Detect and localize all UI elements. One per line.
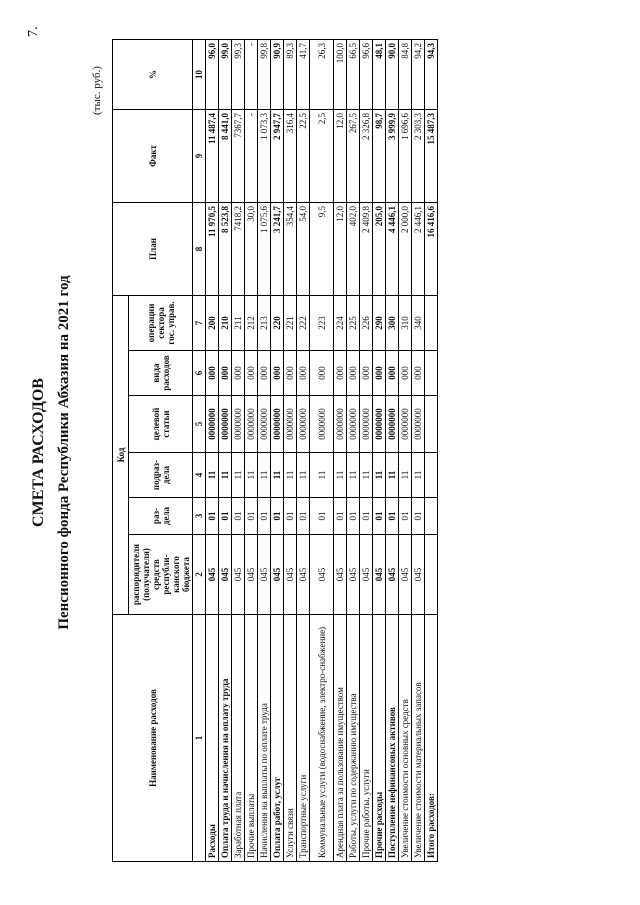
plan-value-cell: 2 000,0 [399,202,412,295]
plan-value-cell: 402,0 [347,202,360,295]
fact-value-cell: 98,7 [373,109,386,202]
column-number: 4 [193,453,206,498]
expense-type-code-cell: 000 [284,351,297,396]
column-number: 9 [193,109,206,202]
target-code-cell: 0000000 [219,396,232,453]
plan-value-cell: 11 970,5 [206,202,219,295]
column-number: 7 [193,295,206,350]
operation-code-cell: 300 [386,295,399,350]
operation-code-cell: 222 [297,295,310,350]
target-code-cell: 0000000 [347,396,360,453]
table-row [425,39,438,861]
table-row [206,39,219,861]
operation-code-cell: 290 [373,295,386,350]
percent-value-cell: 94,3 [425,39,438,109]
expense-type-code-cell: 000 [271,351,284,396]
operation-code-cell: 212 [245,295,258,350]
expense-name-cell: Коммунальные услуги (водоснабжение, электро-снабжение) [310,615,334,862]
section-code-cell: 01 [297,498,310,535]
expense-type-code-cell: 000 [310,351,334,396]
column-number: 1 [193,615,206,862]
distributor-code-cell: 045 [360,535,373,615]
estimate-table [112,39,438,862]
expense-type-code-cell: 000 [232,351,245,396]
target-code-cell: 0000000 [399,396,412,453]
plan-value-cell: 7418,2 [232,202,245,295]
distributor-code-cell: 045 [284,535,297,615]
section-code-cell: 01 [360,498,373,535]
column-number: 3 [193,498,206,535]
header-code: Код [113,295,129,614]
section-code-cell: 01 [271,498,284,535]
subsection-code-cell: 11 [271,453,284,498]
plan-value-cell: 54,0 [297,202,310,295]
percent-value-cell: 90,9 [271,39,284,109]
distributor-code-cell: 045 [310,535,334,615]
subsection-code-cell: 11 [245,453,258,498]
expense-type-code-cell: 000 [206,351,219,396]
plan-value-cell: 2 446,1 [412,202,425,295]
header-percent: % [113,39,193,109]
distributor-code-cell: 045 [232,535,245,615]
fact-value-cell: 267,5 [347,109,360,202]
section-code-cell: 01 [219,498,232,535]
fact-value-cell: 11 487,4 [206,109,219,202]
subsection-code-cell: 11 [412,453,425,498]
section-code-cell: 01 [399,498,412,535]
operation-code-cell: 220 [271,295,284,350]
plan-value-cell: 205,0 [373,202,386,295]
target-code-cell: 0000000 [334,396,347,453]
document-title: СМЕТА РАСХОДОВ [30,378,47,527]
expense-type-code-cell: 000 [412,351,425,396]
percent-value-cell: 99,0 [219,39,232,109]
subsection-code-cell: 11 [386,453,399,498]
section-code-cell: 01 [373,498,386,535]
table-row [373,39,386,861]
distributor-code-cell: 045 [373,535,386,615]
expense-name-cell: Транспортные услуги [297,615,310,862]
expense-name-cell: Поступление нефинансовых активов [386,615,399,862]
fact-value-cell: 15 487,3 [425,109,438,202]
target-code-cell: 0000000 [245,396,258,453]
header-operation: операции сектора гос. управ. [129,295,193,350]
percent-value-cell: 48,1 [373,39,386,109]
table-row [399,39,412,861]
plan-value-cell: 16 416,6 [425,202,438,295]
expense-type-code-cell: 000 [386,351,399,396]
fact-value-cell: 2 947,7 [271,109,284,202]
operation-code-cell [425,295,438,350]
plan-value-cell: 9,5 [310,202,334,295]
plan-value-cell: 1 075,6 [258,202,271,295]
fact-value-cell: 2,5 [310,109,334,202]
distributor-code-cell: 045 [245,535,258,615]
expense-type-code-cell [425,351,438,396]
percent-value-cell: - [245,39,258,109]
expense-type-code-cell: 000 [347,351,360,396]
table-row [297,39,310,861]
expense-type-code-cell: 000 [297,351,310,396]
target-code-cell: 0000000 [258,396,271,453]
units-label: (тыс. руб.) [91,66,103,115]
table-row [334,39,347,861]
table-row [232,39,245,861]
fact-value-cell: 1 073,3 [258,109,271,202]
subsection-code-cell: 11 [206,453,219,498]
plan-value-cell: 12,0 [334,202,347,295]
section-code-cell: 01 [347,498,360,535]
expense-name-cell: Прочие выплаты [245,615,258,862]
header-expense-type: вида расходов [129,351,193,396]
target-code-cell: 0000000 [412,396,425,453]
fact-value-cell: 3 999,9 [386,109,399,202]
fact-value-cell: - [245,109,258,202]
distributor-code-cell: 045 [258,535,271,615]
target-code-cell: 0000000 [360,396,373,453]
subsection-code-cell: 11 [219,453,232,498]
header-subsection: подраз-дела [129,453,193,498]
expense-name-cell: Итого расходов: [425,615,438,862]
percent-value-cell: 90,0 [386,39,399,109]
section-code-cell: 01 [245,498,258,535]
plan-value-cell: 354,4 [284,202,297,295]
section-code-cell: 01 [310,498,334,535]
table-row [245,39,258,861]
table-row [219,39,232,861]
target-code-cell: 0000000 [271,396,284,453]
column-number-row [193,39,206,861]
percent-value-cell: 26,3 [310,39,334,109]
operation-code-cell: 210 [219,295,232,350]
percent-value-cell: 66,5 [347,39,360,109]
section-code-cell: 01 [206,498,219,535]
expense-name-cell: Увеличение стоимости материальных запасов [412,615,425,862]
percent-value-cell: 99,3 [232,39,245,109]
subsection-code-cell: 11 [399,453,412,498]
table-row [412,39,425,861]
table-row [258,39,271,861]
percent-value-cell: 41,7 [297,39,310,109]
subsection-code-cell: 11 [297,453,310,498]
subsection-code-cell [425,453,438,498]
header-section: раз-дела [129,498,193,535]
target-code-cell: 0000000 [386,396,399,453]
expense-type-code-cell: 000 [258,351,271,396]
section-code-cell: 01 [386,498,399,535]
header-fact: Факт [113,109,193,202]
fact-value-cell: 12,0 [334,109,347,202]
table-body [206,39,438,861]
expense-name-cell: Заработная плата [232,615,245,862]
distributor-code-cell: 045 [412,535,425,615]
target-code-cell: 0000000 [284,396,297,453]
table-row [386,39,399,861]
fact-value-cell: 316,4 [284,109,297,202]
page-number: 7. [26,26,41,37]
fact-value-cell: 2 303,3 [412,109,425,202]
operation-code-cell: 224 [334,295,347,350]
subsection-code-cell: 11 [360,453,373,498]
plan-value-cell: 4 446,1 [386,202,399,295]
expense-name-cell: Оплата работ, услуг [271,615,284,862]
plan-value-cell: 30,0 [245,202,258,295]
subsection-code-cell: 11 [373,453,386,498]
fact-value-cell: 1 696,6 [399,109,412,202]
operation-code-cell: 213 [258,295,271,350]
target-code-cell [425,396,438,453]
expense-type-code-cell: 000 [334,351,347,396]
table-row [347,39,360,861]
subsection-code-cell: 11 [232,453,245,498]
expense-name-cell: Расходы [206,615,219,862]
subsection-code-cell: 11 [334,453,347,498]
expense-type-code-cell: 000 [360,351,373,396]
subsection-code-cell: 11 [310,453,334,498]
percent-value-cell: 89,3 [284,39,297,109]
subsection-code-cell: 11 [347,453,360,498]
target-code-cell: 0000000 [232,396,245,453]
column-number: 10 [193,39,206,109]
distributor-code-cell: 045 [271,535,284,615]
expense-type-code-cell: 000 [373,351,386,396]
header-plan: План [113,202,193,295]
percent-value-cell: 96,6 [360,39,373,109]
percent-value-cell: 84,8 [399,39,412,109]
table-row [284,39,297,861]
distributor-code-cell [425,535,438,615]
operation-code-cell: 226 [360,295,373,350]
operation-code-cell: 310 [399,295,412,350]
expense-name-cell: Увеличение стоимости основных средств [399,615,412,862]
expense-type-code-cell: 000 [219,351,232,396]
percent-value-cell: 99,8 [258,39,271,109]
fact-value-cell: 8 441,0 [219,109,232,202]
section-code-cell: 01 [284,498,297,535]
target-code-cell: 0000000 [310,396,334,453]
table-row [310,39,334,861]
document-subtitle: Пенсионного фонда Республики Абхазия на 2021 год [56,275,72,630]
expense-name-cell: Прочие расходы [373,615,386,862]
section-code-cell: 01 [258,498,271,535]
column-number: 5 [193,396,206,453]
distributor-code-cell: 045 [347,535,360,615]
expense-name-cell: Арендная плата за пользование имуществом [334,615,347,862]
percent-value-cell: 94,2 [412,39,425,109]
fact-value-cell: 22,5 [297,109,310,202]
operation-code-cell: 340 [412,295,425,350]
section-code-cell: 01 [334,498,347,535]
column-number: 8 [193,202,206,295]
target-code-cell: 0000000 [297,396,310,453]
target-code-cell: 0000000 [206,396,219,453]
operation-code-cell: 223 [310,295,334,350]
expense-type-code-cell: 000 [399,351,412,396]
subsection-code-cell: 11 [284,453,297,498]
expense-name-cell: Начисления на выплаты по оплате труда [258,615,271,862]
plan-value-cell: 2 409,8 [360,202,373,295]
header-target: целевой статьи [129,396,193,453]
distributor-code-cell: 045 [297,535,310,615]
distributor-code-cell: 045 [399,535,412,615]
operation-code-cell: 225 [347,295,360,350]
operation-code-cell: 221 [284,295,297,350]
percent-value-cell: 100,0 [334,39,347,109]
expense-type-code-cell: 000 [245,351,258,396]
header-name: Наименование расходов [113,615,193,862]
plan-value-cell: 3 241,7 [271,202,284,295]
operation-code-cell: 200 [206,295,219,350]
table-row [271,39,284,861]
section-code-cell: 01 [232,498,245,535]
plan-value-cell: 8 523,8 [219,202,232,295]
column-number: 6 [193,351,206,396]
distributor-code-cell: 045 [219,535,232,615]
expense-name-cell: Работы, услуги по содержанию имущества [347,615,360,862]
expense-name-cell: Прочие работы, услуги [360,615,373,862]
percent-value-cell: 96,0 [206,39,219,109]
target-code-cell: 0000000 [373,396,386,453]
distributor-code-cell: 045 [386,535,399,615]
expense-name-cell: Оплата труда и начисления на оплату труда [219,615,232,862]
section-code-cell [425,498,438,535]
table-row [360,39,373,861]
section-code-cell: 01 [412,498,425,535]
header-distributor: распорядителя (получателя) средств республи-канского бюджета [129,535,193,615]
operation-code-cell: 211 [232,295,245,350]
subsection-code-cell: 11 [258,453,271,498]
column-number: 2 [193,535,206,615]
fact-value-cell: 7367,7 [232,109,245,202]
expense-name-cell: Услуги связи [284,615,297,862]
distributor-code-cell: 045 [334,535,347,615]
distributor-code-cell: 045 [206,535,219,615]
fact-value-cell: 2 326,8 [360,109,373,202]
